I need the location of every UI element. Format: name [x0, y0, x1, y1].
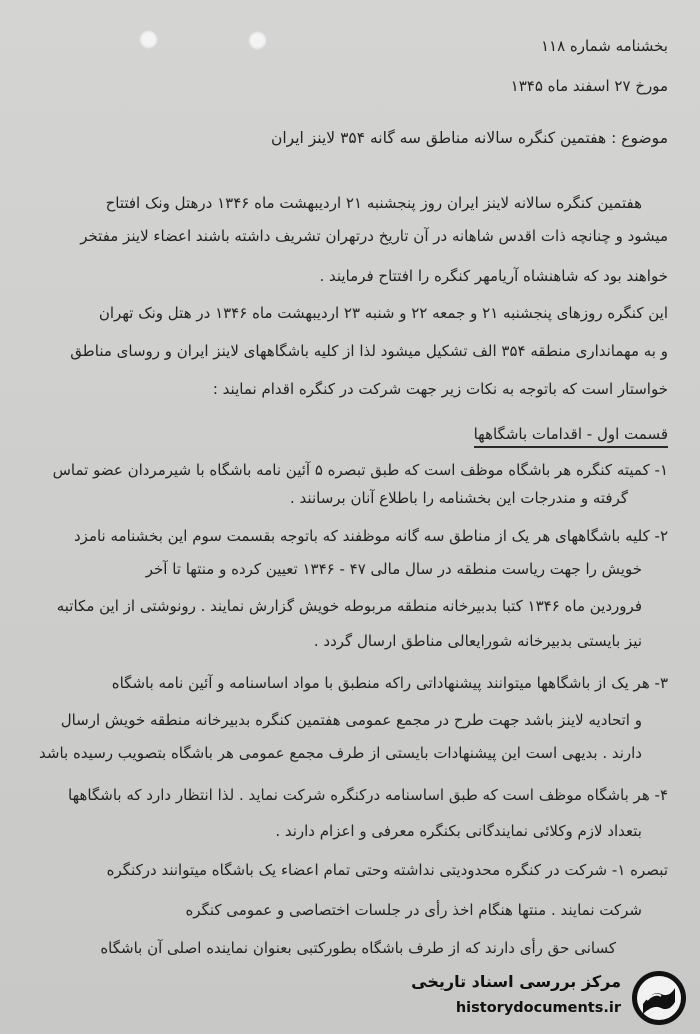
item-line: تبصره ۱- شرکت در کنگره محدودیتی نداشته وحتی تمام اعضاء یک باشگاه میتوانند درکنگره — [106, 861, 668, 879]
item-line: دارند . بدیهی است این پیشنهادات بایستی از طرف مجمع عمومی هر باشگاه بتصویب رسیده باشد — [39, 744, 642, 762]
item-line: فروردین ماه ۱۳۴۶ کتبا بدبیرخانه منطقه مربوطه خویش گزارش نمایند . رونوشتی از این مکاتبه — [56, 597, 642, 615]
paragraph-line: و به مهمانداری منطقه ۳۵۴ الف تشکیل میشود لذا از کلیه باشگاههای لاینز ایران و روسای مناطق — [70, 342, 668, 360]
paragraph-line: خواستار است که باتوجه به نکات زیر جهت شرکت در کنگره اقدام نمایند : — [212, 380, 668, 398]
item-line: ۴- هر باشگاه موظف است که طبق اساسنامه درکنگره شرکت نماید . لذا انتظار دارد که باشگاهها — [68, 786, 668, 804]
watermark-logo — [395, 968, 693, 1028]
intro-line: میشود و چنانچه ذات اقدس شاهانه در آن تاریخ درتهران تشریف داشته باشند اعضاء لاینز مفتخر — [80, 227, 668, 245]
item-line: بتعداد لازم وکلائی نمایندگانی بکنگره معرفی و اعزام دارند . — [275, 822, 642, 840]
item-line: نیز بایستی بدبیرخانه شورایعالی مناطق ارسال گردد . — [313, 632, 642, 650]
letter-date: مورخ ۲۷ اسفند ماه ۱۳۴۵ — [510, 77, 668, 95]
item-line: و اتحادیه لاینز باشد جهت طرح در مجمع عمومی هفتمین کنگره بدبیرخانه منطقه خویش ارسال — [60, 711, 642, 729]
section-title: قسمت اول - اقدامات باشگاهها — [474, 424, 668, 448]
punch-hole — [139, 30, 158, 49]
item-line: کسانی حق رأی دارند که از طرف باشگاه بطورکتبی بعنوان نماینده اصلی آن باشگاه — [100, 939, 616, 957]
watermark-url: historydocuments.ir — [455, 1000, 621, 1016]
intro-line: هفتمین کنگره سالانه لاینز ایران روز پنجشنبه ۲۱ اردیبهشت ماه ۱۳۴۶ درهتل ونک افتتاح — [105, 194, 642, 212]
item-line: ۳- هر یک از باشگاهها میتوانند پیشنهاداتی راکه منطبق با مواد اساسنامه و آئین نامه باشگاه — [111, 674, 668, 692]
watermark-name: مرکز بررسی اسناد تاریخی — [411, 972, 621, 991]
book-emblem-icon — [631, 970, 687, 1026]
item-line: شرکت نمایند . منتها هنگام اخذ رأی در جلسات اختصاصی و عمومی کنگره — [185, 901, 642, 919]
punch-hole — [248, 31, 267, 50]
intro-line: خواهند بود که شاهنشاه آریامهر کنگره را افتتاح فرمایند . — [319, 267, 668, 285]
item-line: خویش را جهت ریاست منطقه در سال مالی ۴۷ - ۱۳۴۶ تعیین کرده و منتها تا آخر — [145, 560, 642, 578]
letter-number: بخشنامه شماره ۱۱۸ — [540, 37, 668, 55]
paragraph-line: این کنگره روزهای پنجشنبه ۲۱ و جمعه ۲۲ و شنبه ۲۳ اردیبهشت ماه ۱۳۴۶ در هتل ونک تهران — [98, 304, 668, 322]
item-line: گرفته و مندرجات این بخشنامه را باطلاع آنان برسانند . — [290, 489, 628, 507]
item-line: ۱- کمیته کنگره هر باشگاه موظف است که طبق تبصره ۵ آئین نامه باشگاه با شیرمردان عضو تماس — [52, 461, 668, 479]
letter-subject: موضوع : هفتمین کنگره سالانه مناطق سه گانه ۳۵۴ لاینز ایران — [270, 129, 668, 147]
item-line: ۲- کلیه باشگاههای هر یک از مناطق سه گانه موظفند که باتوجه بقسمت سوم این بخشنامه نامزد — [74, 527, 668, 545]
